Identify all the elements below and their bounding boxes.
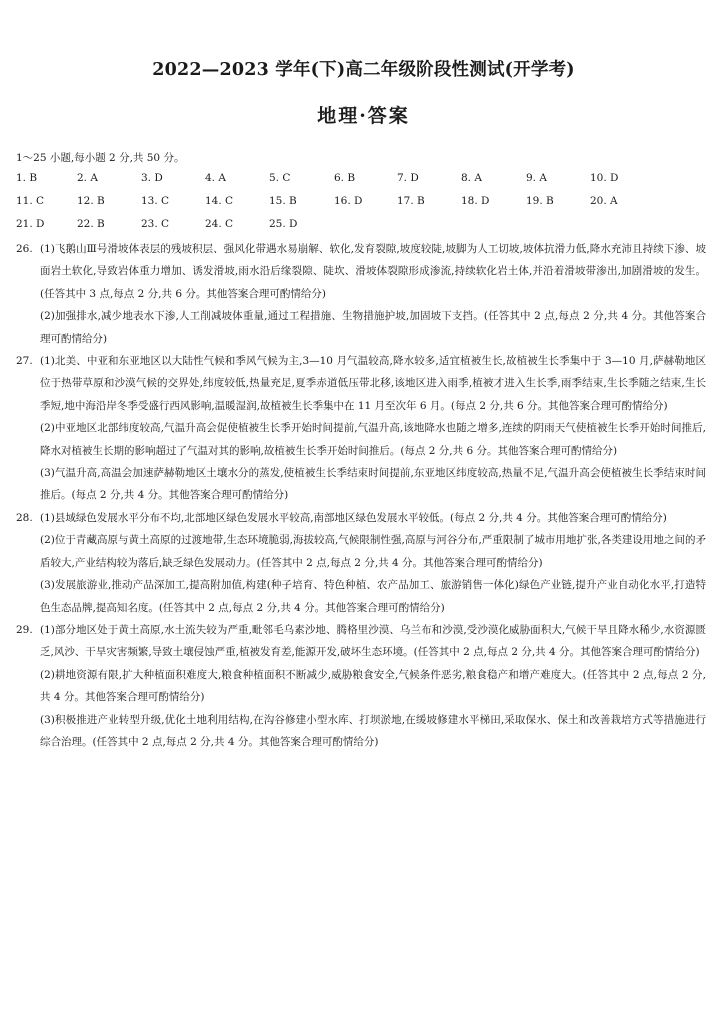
essay-answers xyxy=(16,238,706,753)
section-intro: 1～25 小题,每小题 2 分,共 50 分。 xyxy=(16,152,185,164)
answer-item: 22. B xyxy=(77,218,105,230)
answer-item: 7. D xyxy=(397,172,419,184)
answer-paragraph: (1)部分地区处于黄土高原,水土流失较为严重,毗邻毛乌素沙地、腾格里沙漠、乌兰布和沙漠,受沙漠化威胁面积大,气候干旱且降水稀少,水资源匮乏,风沙、干旱灾害频繁,导致土壤侵蚀严重,植被发育差,能源开发,破坏生态环境。(任答其中 2 点,每点 2 分,共 4 分。其他答案合理可酌情给分) xyxy=(40,623,706,659)
answer-item: 17. B xyxy=(397,195,425,207)
question-28 xyxy=(16,507,706,619)
answer-paragraph: (3)气温升高,高温会加速萨赫勒地区土壤水分的蒸发,使植被生长季结束时间提前,东亚地区纬度较高,热量不足,气温升高会使植被生长季结束时间推后。(每点 2 分,共 4 分。其他答案合理可酌情给分) xyxy=(40,467,706,502)
answer-paragraph: (1)北美、中亚和东亚地区以大陆性气候和季风气候为主,3—10 月气温较高,降水较多,适宜植被生长,故植被生长季集中于 3—10 月,萨赫勒地区位于热带草原和沙漠气候的交界处,纬度较低,热量充足,夏季赤道低压带北移,该地区进入雨季,植被才进入生长季,雨季结束,生长季随之结束,生长季短,地中海沿岸冬季受盛行西风影响,温暖湿润,故植被生长季集中在 11 月至次年 6 月。(每点 2 分,共 6 分。其他答案合理可酌情给分) xyxy=(40,355,706,412)
question-number: 28. xyxy=(16,511,33,524)
answer-paragraph: (3)发展旅游业,推动产品深加工,提高附加值,构建(种子培育、特色种植、农产品加工、旅游销售一体化)绿色产业链,提升产业自动化水平,打造特色生态品牌,提高知名度。(任答其中 2 点,每点 2 分,共 4 分。其他答案合理可酌情给分) xyxy=(40,579,706,614)
answer-row xyxy=(16,172,716,195)
page-subtitle: 地理·答案 xyxy=(317,105,410,127)
answer-item: 12. B xyxy=(77,195,105,207)
page-title: 2022—2023 学年(下)高二年级阶段性测试(开学考) xyxy=(152,60,575,80)
answer-item: 2. A xyxy=(77,172,98,184)
answer-item: 4. A xyxy=(205,172,226,184)
question-29 xyxy=(16,619,706,753)
question-number: 27. xyxy=(16,355,33,368)
answer-paragraph: (2)加强排水,减少地表水下渗,人工削减坡体重量,通过工程措施、生物措施护坡,加固坡下支挡。(任答其中 2 点,每点 2 分,共 4 分。其他答案合理可酌情给分) xyxy=(40,310,706,345)
answer-paragraph: (2)耕地资源有限,扩大种植面积难度大,粮食种植面积不断减少,威胁粮食安全,气候条件恶劣,粮食稳产和增产难度大。(任答其中 2 点,每点 2 分,共 4 分。其他答案合理可酌情给分) xyxy=(40,668,706,704)
answer-item: 11. C xyxy=(16,195,45,207)
choice-answers-table xyxy=(16,172,716,241)
answer-item: 21. D xyxy=(16,218,45,230)
answer-paragraph: (1)县域绿色发展水平分布不均,北部地区绿色发展水平较高,南部地区绿色发展水平较低。(每点 2 分,共 4 分。其他答案合理可酌情给分) xyxy=(40,511,667,524)
answer-paragraph: (2)中亚地区北部纬度较高,气温升高会促使植被生长季开始时间提前,气温升高,该地降水也随之增多,连续的阴雨天气使植被生长季开始时间推后,降水对植被生长期的影响超过了气温对其的影响,故植被生长季开始时间推后。(每点 2 分,共 6 分。其他答案合理可酌情给分) xyxy=(40,422,706,457)
answer-item: 5. C xyxy=(269,172,291,184)
answer-item: 9. A xyxy=(526,172,547,184)
answer-item: 15. B xyxy=(269,195,297,207)
answer-item: 25. D xyxy=(269,218,298,230)
answer-item: 19. B xyxy=(526,195,554,207)
answer-paragraph: (2)位于青藏高原与黄土高原的过渡地带,生态环境脆弱,海拔较高,气候限制性强,高原与河谷分布,严重限制了城市用地扩张,各类建设用地之间的矛盾较大,产业结构较为落后,缺乏绿色发展动力。(任答其中 2 点,每点 2 分,共 4 分。其他答案合理可酌情给分) xyxy=(40,534,706,569)
answer-item: 20. A xyxy=(590,195,618,207)
answer-item: 23. C xyxy=(141,218,170,230)
answer-paragraph: (1)飞鹅山Ⅲ号滑坡体表层的残坡积层、强风化带遇水易崩解、软化,发育裂隙,坡度较陡,坡脚为人工切坡,坡体抗滑力低,降水充沛且持续下渗、坡面岩土软化,导致岩体重力增加、诱发滑坡,雨水沿后缘裂隙、陡坎、滑坡体裂隙形成渗流,持续软化岩土体,并沿着滑坡带渗出,加剧滑坡的发生。(任答其中 3 点,每点 2 分,共 6 分。其他答案合理可酌情给分) xyxy=(40,243,706,300)
answer-item: 13. C xyxy=(141,195,170,207)
answer-item: 18. D xyxy=(461,195,490,207)
question-number: 29. xyxy=(16,623,33,636)
answer-item: 8. A xyxy=(461,172,482,184)
answer-paragraph: (3)积极推进产业转型升级,优化土地利用结构,在沟谷修建小型水库、打坝淤地,在缓坡修建水平梯田,采取保水、保土和改善栽培方式等措施进行综合治理。(任答其中 2 点,每点 2 分,共 4 分。其他答案合理可酌情给分) xyxy=(40,713,706,748)
answer-item: 24. C xyxy=(205,218,234,230)
answer-item: 3. D xyxy=(141,172,163,184)
question-27 xyxy=(16,350,706,507)
question-26 xyxy=(16,238,706,350)
answer-item: 14. C xyxy=(205,195,234,207)
question-number: 26. xyxy=(16,243,33,255)
answer-row xyxy=(16,195,716,218)
answer-item: 10. D xyxy=(590,172,619,184)
answer-item: 16. D xyxy=(334,195,363,207)
answer-item: 1. B xyxy=(16,172,38,184)
answer-item: 6. B xyxy=(334,172,356,184)
